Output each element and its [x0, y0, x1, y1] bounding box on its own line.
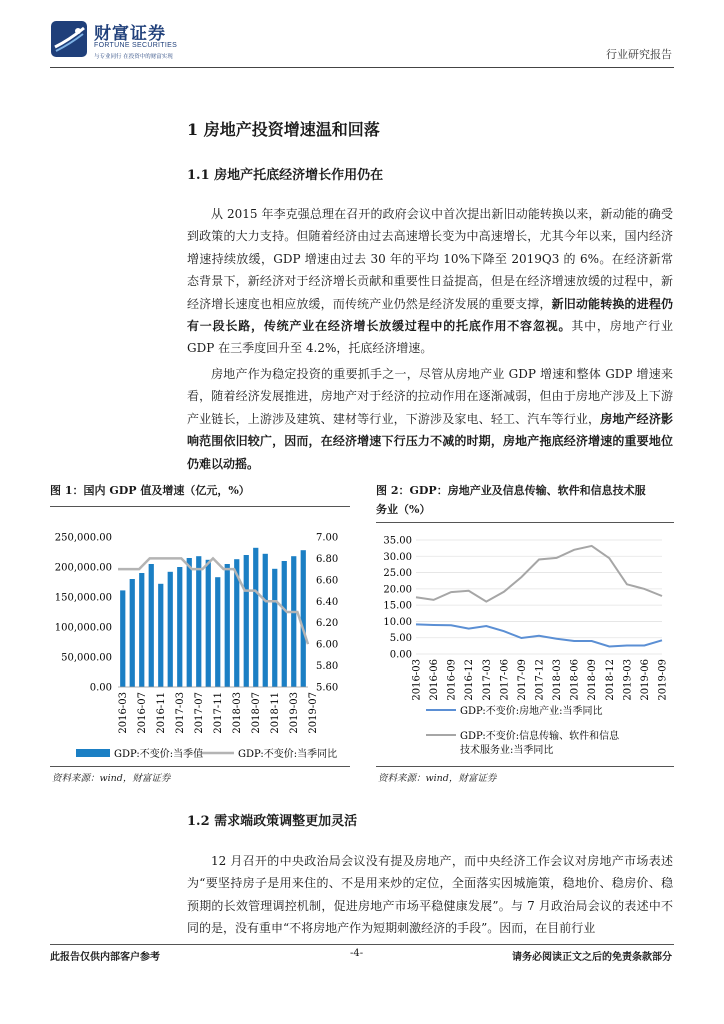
gdp-value-bar — [187, 558, 192, 687]
y-axis-tick-label: 5.00 — [389, 633, 412, 645]
y-axis-tick-label: 0.00 — [389, 649, 412, 661]
y-axis-tick-label: 10.00 — [383, 616, 412, 628]
y-axis-tick-label: 15.00 — [383, 600, 412, 612]
footer-divider — [50, 944, 674, 945]
logo-slogan: 与专业同行 在投资中的财富实现 — [94, 54, 173, 60]
figure-1-bottom-rule — [50, 766, 350, 767]
x-axis-tick-label: 2018-07 — [250, 692, 262, 734]
paragraph-new-old-drivers: 从 2015 年李克强总理在召开的政府会议中首次提出新旧动能转换以来，新动能的确受到政策的大力支持。但随着经济由过去高速增长变为中高速增长，尤其今年以来，国内经济增速持续放缓，GDP 增速由过去 30 年的平均 10%下降至 2019Q3 的 6%。在经济新常态背景下，新经济对于经济增长贡献和重要性日益提高，但是在经济增速放缓的过程中，新经济增长速度也相应放缓，而传统产业仍然是经济发展的重要支撑，新旧动能转换的进程仍有一段长路，传统产业在经济增长放缓过程中的托底作用不容忽视。其中，房地产行业 GDP 在三季度回升至 4.2%，托底经济增速。 — [187, 207, 673, 356]
x-axis-tick-label: 2019-07 — [307, 692, 319, 734]
figure-1-title: 图 1：国内 GDP 值及增速（亿元，%） — [50, 484, 250, 497]
gdp-value-bar — [215, 577, 220, 687]
y-axis-tick-label: 25.00 — [383, 568, 412, 580]
page-number: -4- — [350, 948, 364, 959]
x-axis-tick-label: 2018-09 — [587, 659, 599, 701]
paragraph-real-estate-role: 房地产作为稳定投资的重要抓手之一，尽管从房地产业 GDP 增速和整体 GDP 增速来看，随着经济发展推进，房地产对于经济的拉动作用在逐渐减弱，但由于房地产涉及上下游产业链长，上游涉及建筑、建材等行业，下游涉及家电、轻工、汽车等行业，房地产经济影响范围依旧较广，因而，在经济增速下行压力不减的时期，房地产拖底经济增速的重要地位仍难以动摇。 — [187, 367, 673, 471]
paragraph-demand-policy: 12 月召开的中央政治局会议没有提及房地产，而中央经济工作会议对房地产市场表述为“要坚持房子是用来住的、不是用来炒的定位，全面落实因城施策，稳地价、稳房价、稳预期的长效管理调控机制，促进房地产市场平稳健康发展”。与 7 月政治局会议的表述中不同的是，没有重申“不将房地产作为短期刺激经济的手段”。因而，在目前行业 — [187, 854, 673, 936]
x-axis-tick-label: 2019-09 — [657, 659, 669, 701]
x-axis-tick-label: 2016-11 — [155, 692, 167, 734]
section-1-heading: 1 房地产投资增速温和回落 — [187, 120, 380, 139]
x-axis-tick-label: 2018-03 — [231, 692, 243, 734]
emphasis-real-estate-impact: 房地产经济影响范围依旧较广，因而，在经济增速下行压力不减的时期，房地产拖底经济增速的重要地位仍难以动摇。 — [187, 411, 673, 471]
gdp-value-bar — [139, 573, 144, 687]
legend-label-it-services-line1: GDP:不变价:信息传输、软件和信息 — [460, 731, 620, 742]
gdp-value-bar — [206, 560, 211, 687]
fortune-securities-logo-icon — [50, 20, 88, 58]
y-axis-tick-label: 50,000.00 — [61, 652, 112, 664]
gdp-value-bar — [196, 556, 201, 687]
gdp-value-bar — [253, 548, 258, 687]
footer-disclaimer-left: 此报告仅供内部客户参考 — [50, 952, 160, 963]
gdp-value-bar — [263, 554, 268, 687]
y-axis-tick-label: 150,000.00 — [54, 592, 112, 604]
x-axis-tick-label: 2017-11 — [212, 692, 224, 734]
figure-2-source: 资料来源：wind，财富证券 — [378, 773, 497, 784]
y-axis-tick-label: 35.00 — [383, 535, 412, 547]
figure-2-top-rule — [376, 522, 674, 523]
y2-axis-tick-label: 6.20 — [316, 618, 339, 630]
gdp-value-growth-chart — [50, 510, 360, 760]
header-divider — [50, 67, 674, 68]
report-type-label: 行业研究报告 — [606, 48, 672, 61]
x-axis-tick-label: 2018-06 — [569, 659, 581, 701]
x-axis-tick-label: 2017-03 — [481, 659, 493, 701]
section-1-1-heading: 1.1 房地产托底经济增长作用仍在 — [187, 168, 384, 183]
gdp-growth-line — [118, 558, 308, 644]
gdp-value-bar — [120, 590, 125, 687]
figure-2-bottom-rule — [376, 766, 674, 767]
real-estate-growth-line — [416, 624, 662, 646]
x-axis-tick-label: 2016-12 — [464, 659, 476, 701]
x-axis-tick-label: 2016-09 — [446, 659, 458, 701]
y2-axis-tick-label: 7.00 — [316, 532, 339, 544]
y-axis-tick-label: 0.00 — [89, 682, 112, 694]
footer-disclaimer-right: 请务必阅读正文之后的免责条款部分 — [512, 952, 672, 963]
y2-axis-tick-label: 6.60 — [316, 575, 339, 587]
x-axis-tick-label: 2019-06 — [639, 659, 651, 701]
gdp-value-bar — [158, 584, 163, 687]
x-axis-tick-label: 2019-03 — [288, 692, 300, 734]
legend-swatch-gdp-value — [76, 749, 110, 757]
y2-axis-tick-label: 6.80 — [316, 553, 339, 565]
legend-label-gdp-value: GDP:不变价:当季值 — [114, 749, 204, 760]
it-services-growth-line — [416, 546, 662, 602]
gdp-value-bar — [282, 561, 287, 687]
legend-label-it-services-line2: 技术服务业:当季同比 — [460, 745, 554, 756]
gdp-value-bar — [244, 555, 249, 687]
x-axis-tick-label: 2016-03 — [411, 659, 423, 701]
y-axis-tick-label: 30.00 — [383, 551, 412, 563]
figure-1-top-rule — [50, 506, 350, 507]
gdp-value-bar — [272, 569, 277, 687]
x-axis-tick-label: 2016-03 — [117, 692, 129, 734]
x-axis-tick-label: 2018-03 — [552, 659, 564, 701]
legend-label-real-estate: GDP:不变价:房地产业:当季同比 — [460, 706, 603, 717]
x-axis-tick-label: 2018-11 — [269, 692, 281, 734]
gdp-value-bar — [177, 567, 182, 687]
x-axis-tick-label: 2017-09 — [516, 659, 528, 701]
x-axis-tick-label: 2018-12 — [604, 659, 616, 701]
x-axis-tick-label: 2016-06 — [429, 659, 441, 701]
section-1-2-heading: 1.2 需求端政策调整更加灵活 — [187, 814, 358, 829]
figure-2-title: 图 2：GDP：房地产业及信息传输、软件和信息技术服 务业（%） — [376, 484, 646, 516]
gdp-value-bar — [130, 579, 135, 687]
gdp-value-bar — [291, 556, 296, 687]
y2-axis-tick-label: 6.40 — [316, 596, 339, 608]
gdp-value-bar — [225, 564, 230, 687]
sector-gdp-growth-chart — [376, 524, 674, 760]
y2-axis-tick-label: 5.60 — [316, 682, 339, 694]
y-axis-tick-label: 100,000.00 — [54, 622, 112, 634]
figure-1-source: 资料来源：wind，财富证券 — [52, 773, 171, 784]
x-axis-tick-label: 2017-03 — [174, 692, 186, 734]
x-axis-tick-label: 2016-07 — [136, 692, 148, 734]
y-axis-tick-label: 20.00 — [383, 584, 412, 596]
logo-company-name: 财富证券 — [94, 24, 166, 44]
x-axis-tick-label: 2017-06 — [499, 659, 511, 701]
gdp-value-bar — [168, 572, 173, 687]
y-axis-tick-label: 250,000.00 — [54, 532, 112, 544]
legend-label-gdp-growth: GDP:不变价:当季同比 — [238, 749, 338, 760]
emphasis-traditional-industry: 新旧动能转换的进程仍有一段长路，传统产业在经济增长放缓过程中的托底作用不容忽视。 — [187, 296, 673, 334]
y2-axis-tick-label: 5.80 — [316, 661, 339, 673]
x-axis-tick-label: 2019-03 — [622, 659, 634, 701]
gdp-value-bar — [301, 550, 306, 687]
x-axis-tick-label: 2017-07 — [193, 692, 205, 734]
gdp-value-bar — [149, 564, 154, 687]
logo-english-name: FORTUNE SECURITIES — [94, 42, 178, 49]
y-axis-tick-label: 200,000.00 — [54, 562, 112, 574]
y2-axis-tick-label: 6.00 — [316, 639, 339, 651]
x-axis-tick-label: 2017-12 — [534, 659, 546, 701]
